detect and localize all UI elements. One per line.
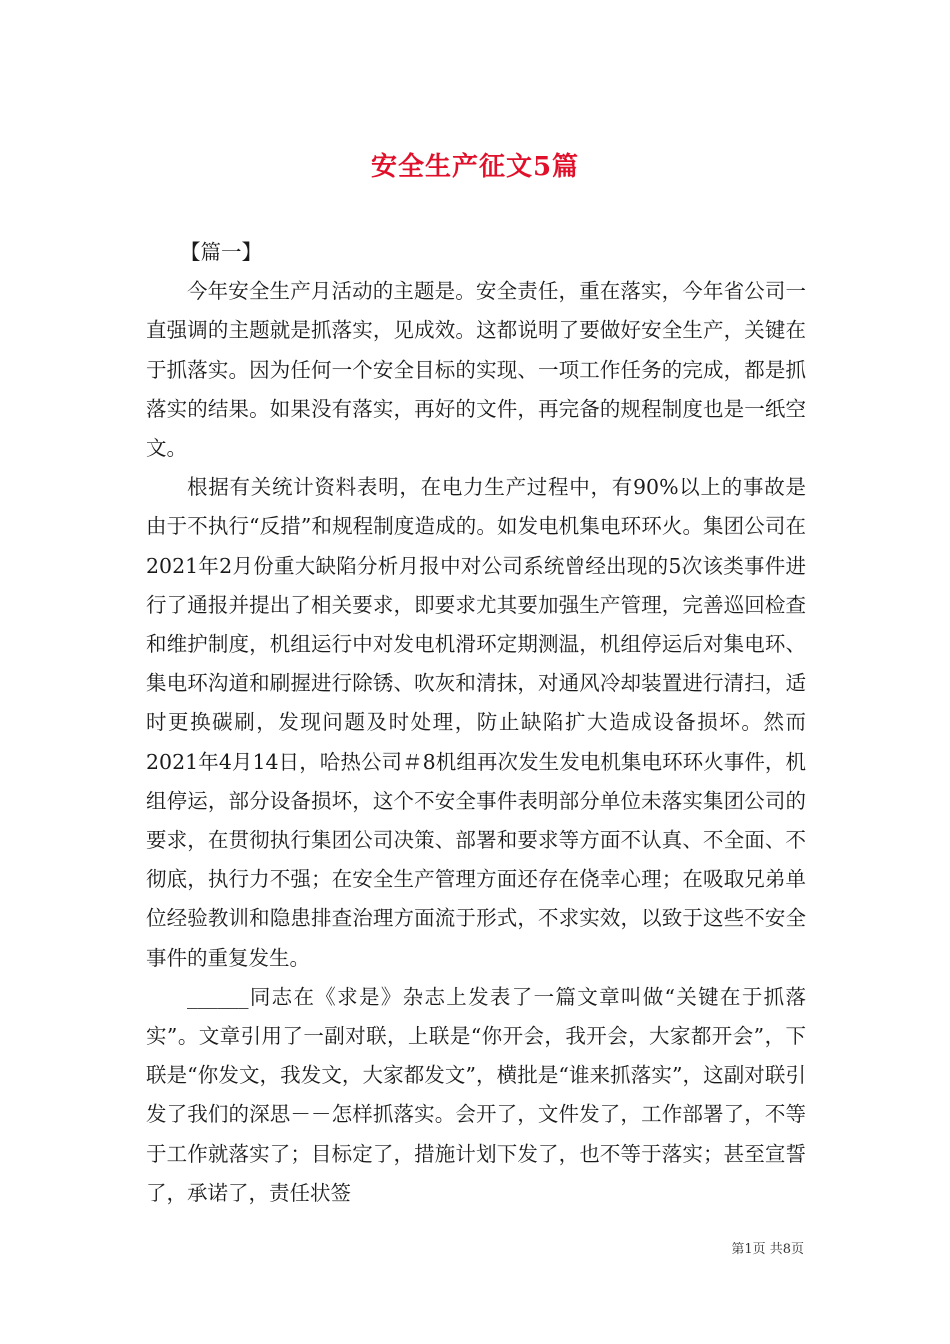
paragraph: 今年安全生产月活动的主题是。安全责任，重在落实，今年省公司一直强调的主题就是抓落实，见成效。这都说明了要做好安全生产，关键在于抓落实。因为任何一个安全目标的实现、一项工作任务的完成，都是抓落实的结果。如果没有落实，再好的文件，再完备的规程制度也是一纸空文。	[146, 279, 806, 461]
paragraph: ______同志在《求是》杂志上发表了一篇文章叫做“关键在于抓落实”。文章引用了一副对联，上联是“你开会，我开会，大家都开会”，下联是“你发文，我发文，大家都发文”，横批是“谁来抓落实”，这副对联引发了我们的深思－－怎样抓落实。会开了，文件发了，工作部署了，不等于工作就落实了；目标定了，措施计划下发了，也不等于落实；甚至宣誓了，承诺了，责任状签	[146, 984, 806, 1205]
paragraph: 根据有关统计资料表明，在电力生产过程中，有90%以上的事故是由于不执行“反措”和规程制度造成的。如发电机集电环环火。集团公司在2021年2月份重大缺陷分析月报中对公司系统曾经出现的5次该类事件进行了通报并提出了相关要求，即要求尤其要加强生产管理，完善巡回检查和维护制度，机组运行中对发电机滑环定期测温，机组停运后对集电环、集电环沟道和刷握进行除锈、吹灰和清抹，对通风冷却装置进行清扫，适时更换碳刷，发现问题及时处理，防止缺陷扩大造成设备损坏。然而2021年4月14日，哈热公司＃8机组再次发生发电机集电环环火事件，机组停运，部分设备损坏，这个不安全事件表明部分单位未落实集团公司的要求，在贯彻执行集团公司决策、部署和要求等方面不认真、不全面、不彻底，执行力不强；在安全生产管理方面还存在侥幸心理；在吸取兄弟单位经验教训和隐患排查治理方面流于形式，不求实效，以致于这些不安全事件的重复发生。	[146, 475, 806, 970]
section-heading: 【篇一】	[180, 240, 262, 264]
document-body	[146, 233, 806, 1213]
page-number: 第1页 共8页	[731, 1242, 804, 1257]
document-title: 安全生产征文5篇	[370, 152, 580, 183]
